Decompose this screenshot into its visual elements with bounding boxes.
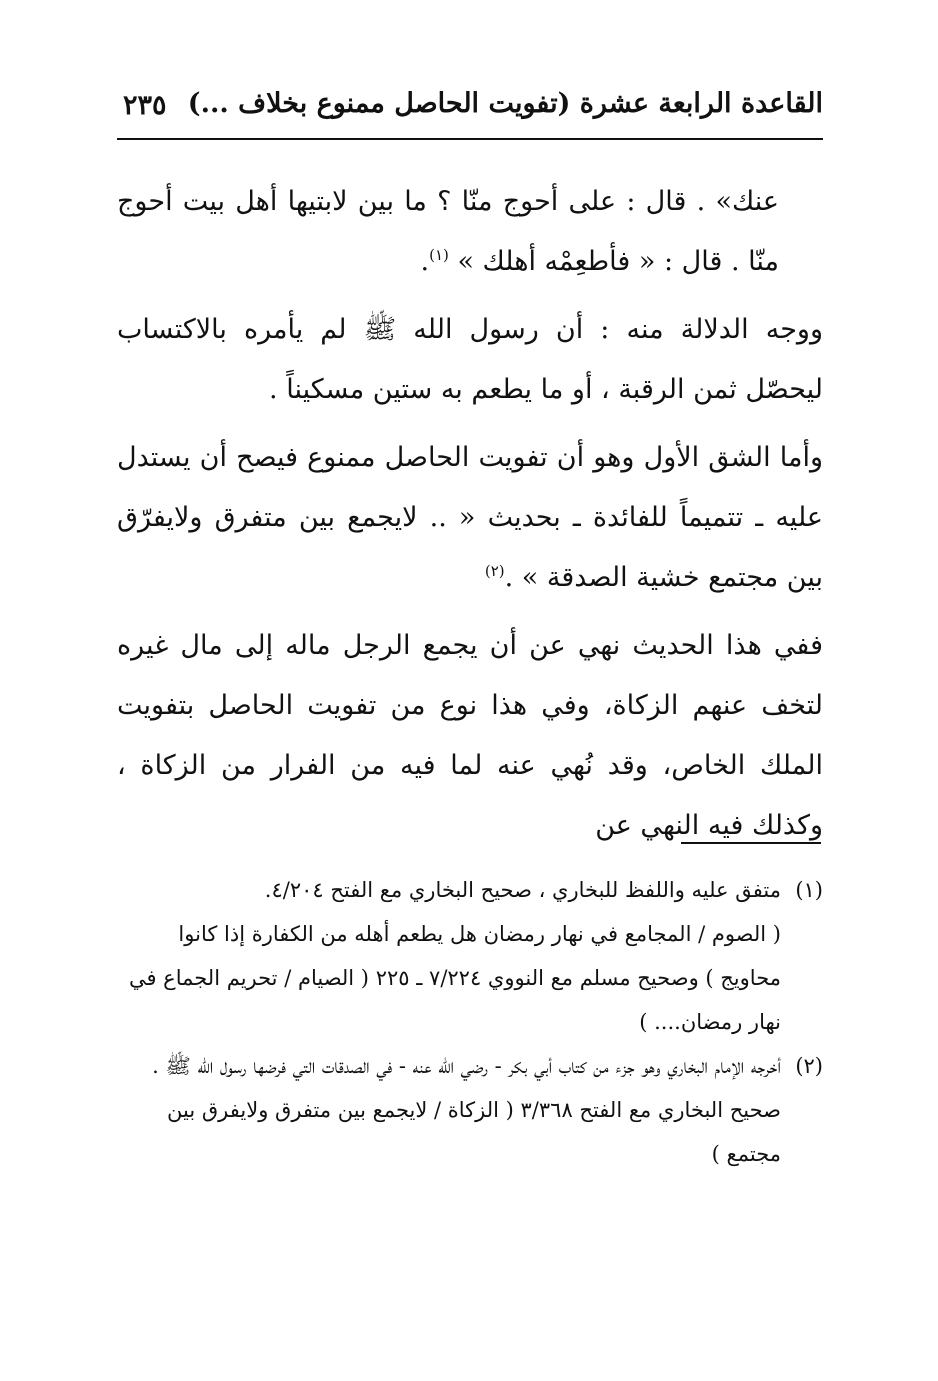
paragraph-4: ففي هذا الحديث نهي عن أن يجمع الرجل ماله إلى مال غيره لتخف عنهم الزكاة، وفي هذا نوع من تفويت الحاصل بتفويت الملك الخاص، وقد نُهي عنه لما فيه من الفرار من الزكاة ، وكذلك فيه النهي عن xyxy=(117,630,823,841)
chapter-title: القاعدة الرابعة عشرة (تفويت الحاصل ممنوع بخلاف ...) xyxy=(187,88,823,119)
footnote-1-line-2: ( الصوم / المجامع في نهار رمضان هل يطعم أهله من الكفارة إذا كانوا محاويج ) وصحيح مسلم مع النووي ٧/٢٢٤ ـ ٢٢٥ ( الصيام / تحريم الجماع في نهار رمضان.... ) xyxy=(128,922,781,1034)
footnote-2-line-2: صحيح البخاري مع الفتح ٣/٣٦٨ ( الزكاة / لايجمع بين متفرق ولايفرق بين مجتمع ) xyxy=(167,1098,781,1166)
footnote-1 xyxy=(117,868,823,1044)
footnote-2-line-1: أخرجه الإمام البخاري وهو جزء من كتاب أبي بكر - رضي الله عنه - في الصدقات التي فرضها رسول الله ﷺ . xyxy=(152,1054,781,1078)
footnotes xyxy=(117,868,823,1176)
running-header xyxy=(115,88,823,128)
footnote-2-content xyxy=(117,1044,781,1088)
paragraph-1-text: عنك» . قال : على أحوج منّا ؟ ما بين لابتيها أهل بيت أحوج منّا . قال : « فأطعِمْه أهلك » xyxy=(117,186,779,277)
footnote-2 xyxy=(117,1044,823,1088)
footnote-ref-2: (٢) xyxy=(484,562,505,580)
header-divider xyxy=(117,138,823,140)
footnote-1-content xyxy=(117,868,781,1044)
paragraph-2: ووجه الدلالة منه : أن رسول الله ﷺ لم يأمره بالاكتساب ليحصّل ثمن الرقبة ، أو ما يطعم به ستين مسكيناً . xyxy=(117,314,823,405)
footnote-1-line-1: متفق عليه واللفظ للبخاري ، صحيح البخاري مع الفتح ٤/٢٠٤. xyxy=(264,878,781,902)
footnote-divider xyxy=(681,842,821,844)
paragraph-3 xyxy=(117,428,823,608)
footnote-2-number: (٢) xyxy=(795,1054,823,1078)
page-number: ٢٣٥ xyxy=(123,90,167,121)
footnote-ref-1: (١) xyxy=(429,246,449,264)
paragraph-1-end: . xyxy=(420,246,430,277)
paragraph-1 xyxy=(117,172,823,292)
paragraph-3-text: وأما الشق الأول وهو أن تفويت الحاصل ممنوع فيصح أن يستدل عليه ـ تتميماً للفائدة ـ بحديث « .. لايجمع بين متفرق ولايفرّق بين مجتمع خشية الصدقة » . xyxy=(117,442,823,593)
main-text xyxy=(117,172,823,864)
footnote-1-number: (١) xyxy=(795,878,823,902)
